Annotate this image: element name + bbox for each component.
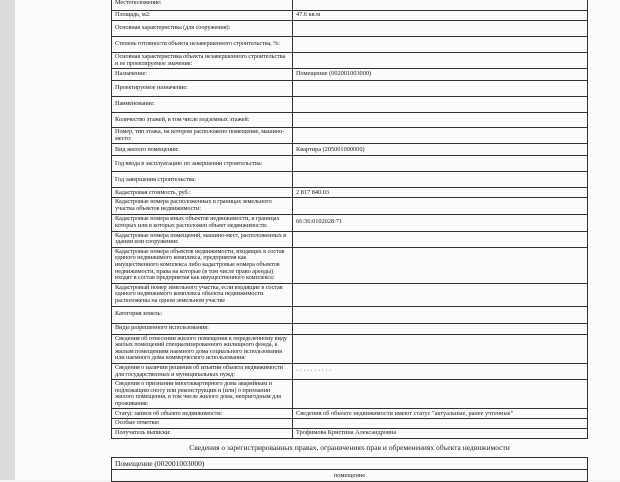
- row-label: Сведения об отнесении жилого помещения к определенному виду жилых помещений специализированного жилищного фонда, к жилым помещениям наемного дома социального использования или наемного дома коммерческого использования:: [112, 335, 293, 363]
- row-label: Основная характеристика (для сооружения):: [112, 21, 293, 36]
- row-value: [293, 324, 587, 334]
- row-label: Вид жилого помещения:: [112, 144, 293, 155]
- row-value: [293, 0, 587, 10]
- row-label: Категория земель:: [112, 307, 293, 323]
- table-row: [112, 188, 587, 198]
- row-value: [293, 172, 587, 187]
- row-value: [293, 128, 587, 143]
- row-label: Кадастровый номер земельного участка, если входящие в состав единого недвижимого комплекса объекты недвижимости расположены на одном земельном участке: [112, 284, 293, 306]
- table-row: [112, 113, 587, 128]
- rights-section-title: Сведения о зарегистрированных правах, ограничениях прав и обременениях объекта недвижимости: [189, 443, 510, 453]
- row-value: Трофимова Кристина Александровна: [296, 429, 397, 437]
- row-label: Получатель выписки:: [112, 429, 293, 438]
- row-label: Год завершения строительства:: [112, 172, 293, 187]
- table-row: [112, 198, 587, 214]
- table-row: [112, 307, 587, 324]
- row-value: [293, 380, 587, 408]
- table-row: [112, 284, 587, 307]
- table-row: [112, 97, 587, 113]
- table-row: [112, 248, 587, 284]
- row-value: Сведения об объекте недвижимости имеют статус "актуальные, ранее учтенные": [296, 409, 514, 417]
- row-label: Основная характеристика объекта незавершенного строительства и ее проектируемое значение:: [112, 53, 293, 68]
- table-row: [112, 156, 587, 172]
- row-label: Кадастровые номера помещений, машино-мест, расположенных в здании или сооружении:: [112, 232, 293, 247]
- row-value: [293, 248, 587, 283]
- row-value: [293, 307, 587, 323]
- row-label: Кадастровая стоимость, руб.:: [112, 188, 293, 197]
- table-row: [112, 232, 587, 248]
- row-label: Площадь, м2:: [112, 11, 293, 20]
- table-row: [112, 409, 587, 419]
- row-value: [293, 53, 587, 68]
- row-label: Статус записи об объекте недвижимости:: [112, 409, 293, 418]
- row-label: Степень готовности объекта незавершенного строительства, %:: [112, 37, 293, 52]
- row-label: Назначение:: [112, 69, 293, 80]
- table-row: [112, 11, 587, 21]
- table-row: [112, 21, 587, 37]
- property-characteristics-table: [111, 0, 588, 439]
- row-label: Кадастровые номера иных объектов недвижимости, в границах которых или в которых расположен объект недвижимости:: [112, 215, 293, 231]
- row-value: · · · · · · · · · ·: [296, 367, 332, 375]
- table-row: [112, 81, 587, 97]
- row-label: Виды разрешенного использования:: [112, 324, 293, 334]
- rights-table: [111, 457, 588, 482]
- row-value: 2 817 840.03: [296, 188, 330, 196]
- row-label: Наименование:: [112, 97, 293, 112]
- table-row: [112, 364, 587, 380]
- row-label: Местоположение:: [112, 0, 293, 10]
- table-row: [112, 172, 587, 188]
- row-value: [293, 232, 587, 247]
- row-value: [293, 21, 587, 36]
- table-row: [112, 0, 587, 11]
- row-value: [293, 37, 587, 52]
- table-row: [112, 53, 587, 69]
- table-row: [112, 144, 587, 156]
- row-value: [293, 284, 587, 306]
- table-row: [112, 324, 587, 335]
- row-label: Особые отметки:: [112, 419, 293, 428]
- row-value: [293, 419, 587, 428]
- scan-margin: [0, 0, 15, 480]
- row-value: Квартира (205001000000): [296, 145, 365, 153]
- document-content: [111, 0, 588, 482]
- row-value: [293, 335, 587, 363]
- row-label: Проектируемое назначение:: [112, 81, 293, 96]
- row-label: Год ввода в эксплуатацию по завершении строительства:: [112, 156, 293, 171]
- row-value: [293, 97, 587, 112]
- row-value: 66:36:0102028:71: [296, 218, 343, 226]
- row-label: Сведения о наличии решения об изъятии объекта недвижимости для государственных и муниципальных нужд:: [112, 364, 293, 379]
- table-row: [112, 37, 587, 53]
- table-row: [112, 429, 587, 439]
- row-value: 47.6 кв.м: [296, 11, 321, 19]
- table-row: [112, 215, 587, 232]
- row-value: [293, 156, 587, 171]
- table-row: [112, 419, 587, 429]
- rights-object-cell: Помещение (002001003000): [112, 458, 587, 470]
- row-label: Количество этажей, в том числе подземных этажей:: [112, 113, 293, 127]
- row-label: Кадастровые номера расположенных в границах земельного участка объектов недвижимости:: [112, 198, 293, 213]
- row-value: [293, 198, 587, 213]
- table-row: [112, 335, 587, 364]
- row-label: Сведения о признании многоквартирного дома аварийным и подлежащим сносу или реконструкции и (или) о признании жилого помещения, в том числе жилого дома, непригодным для проживания:: [112, 380, 293, 408]
- table-row: [112, 128, 587, 144]
- row-value: [293, 81, 587, 96]
- row-value: [293, 113, 587, 127]
- table-row: [112, 380, 587, 409]
- table-row: [112, 69, 587, 81]
- row-value: Помещение (002001003000): [296, 70, 372, 78]
- row-label: Кадастровые номера объектов недвижимости, входящих в состав единого недвижимого комплекса, предприятия как имущественного комплекса либо кадастровые номера объектов недвижимости, права на которые (в том числе право аренды) входят в состав предприятия как имущественного комплекса:: [112, 248, 293, 283]
- row-label: Номер, тип этажа, на котором расположено помещение, машино-место:: [112, 128, 293, 143]
- rights-subheader-cell: помещение: [112, 470, 587, 482]
